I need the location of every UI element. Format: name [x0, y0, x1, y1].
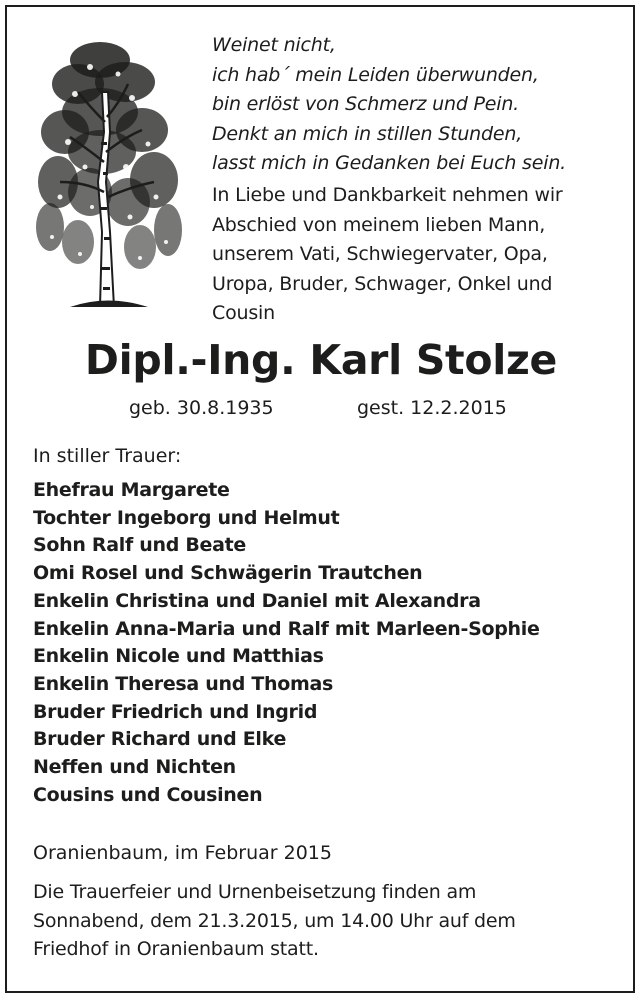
farewell-text	[212, 181, 622, 329]
farewell-line: Abschied von meinem lieben Mann,	[212, 213, 546, 236]
mourner-entry: Cousins und Cousinen	[33, 783, 263, 806]
mourner-entry: Enkelin Anna-Maria und Ralf mit Marleen-Sophie	[33, 617, 540, 640]
mourner-entry: Bruder Richard und Elke	[33, 728, 287, 751]
poem-line: lasst mich in Gedanken bei Euch sein.	[212, 152, 567, 174]
mourners-list	[33, 477, 540, 809]
mourner-entry: Omi Rosel und Schwägerin Trautchen	[33, 562, 423, 585]
death-date: gest. 12.2.2015	[357, 397, 507, 419]
mourner-entry: Bruder Friedrich und Ingrid	[33, 700, 318, 723]
ceremony-info	[33, 878, 516, 964]
poem-verse	[212, 31, 622, 179]
poem-line: bin erlöst von Schmerz und Pein.	[212, 93, 520, 115]
mourning-intro: In stiller Trauer:	[33, 445, 182, 467]
farewell-line: unserem Vati, Schwiegervater, Opa,	[212, 243, 548, 265]
mourner-entry: Ehefrau Margarete	[33, 479, 230, 501]
poem-line: ich hab´ mein Leiden überwunden,	[212, 63, 539, 86]
poem-line: Weinet nicht,	[212, 34, 336, 56]
ceremony-line: Die Trauerfeier und Urnenbeisetzung finden am	[33, 881, 477, 903]
mourner-entry: Enkelin Theresa und Thomas	[33, 672, 333, 695]
farewell-line: In Liebe und Dankbarkeit nehmen wir	[212, 184, 563, 206]
deceased-name: Dipl.-Ing. Karl Stolze	[84, 336, 558, 384]
mourner-entry: Tochter Ingeborg und Helmut	[33, 506, 340, 529]
mourner-entry: Neffen und Nichten	[33, 756, 236, 779]
poem-line: Denkt an mich in stillen Stunden,	[212, 122, 523, 145]
mourner-entry: Enkelin Christina und Daniel mit Alexandra	[33, 589, 481, 612]
birch-tree-icon	[30, 32, 185, 307]
farewell-line: Cousin	[212, 302, 275, 324]
place-date: Oranienbaum, im Februar 2015	[33, 842, 332, 864]
mourner-entry: Enkelin Nicole und Matthias	[33, 645, 324, 668]
ceremony-line: Sonnabend, dem 21.3.2015, um 14.00 Uhr auf dem	[33, 909, 516, 932]
farewell-line: Uropa, Bruder, Schwager, Onkel und	[212, 272, 553, 295]
mourner-entry: Sohn Ralf und Beate	[33, 534, 246, 557]
ceremony-line: Friedhof in Oranienbaum statt.	[33, 938, 319, 960]
birth-date: geb. 30.8.1935	[129, 397, 274, 419]
